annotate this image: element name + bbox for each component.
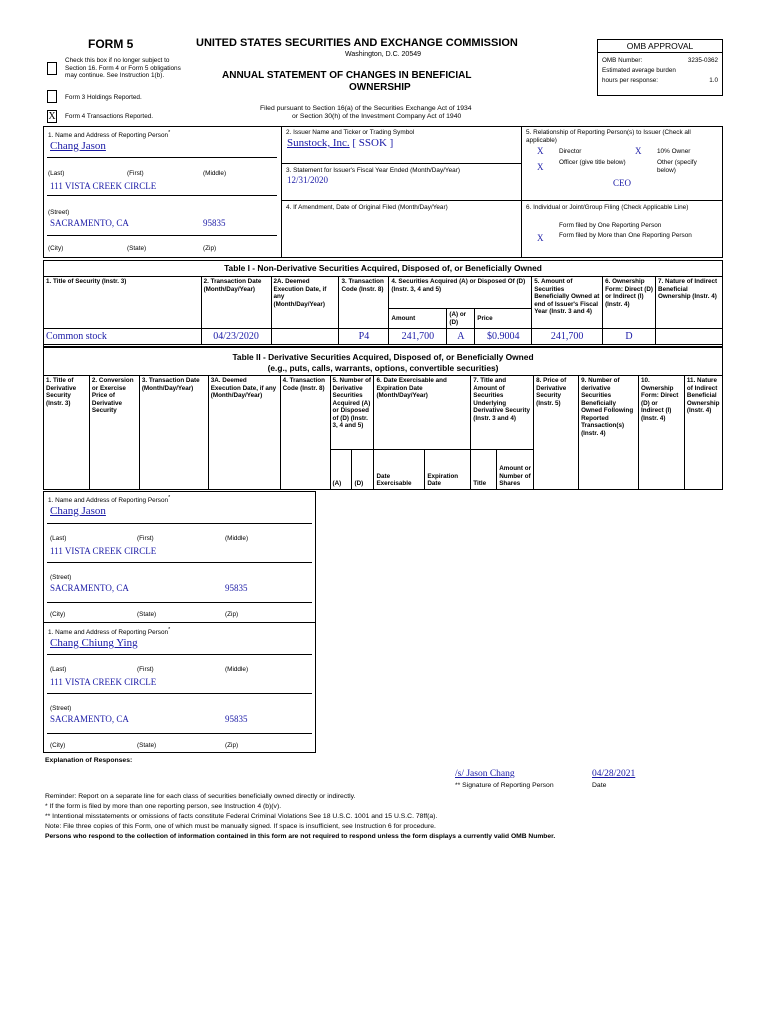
other-label: Other (specify below)	[657, 159, 697, 174]
extra-person-2-address: 111 VISTA CREEK CIRCLE	[50, 677, 157, 687]
filing-one-label: Form filed by One Reporting Person	[559, 222, 662, 229]
street-label: (Street)	[48, 209, 70, 216]
extra-person-1-zip-val: 95835	[225, 583, 248, 593]
omb-hours-value: 1.0	[709, 77, 718, 84]
state-label: (State)	[127, 245, 147, 252]
t2-h-owned: 9. Number of derivative Securities Beneficially Owned Following Reported Transaction(s) (Instr. 4)	[579, 376, 639, 490]
director-label: Director	[559, 148, 582, 155]
last-label: (Last)	[48, 170, 65, 177]
reporting-person-zip: 95835	[203, 218, 226, 228]
amendment-label: 4. If Amendment, Date of Original Filed (Month/Day/Year)	[286, 204, 448, 211]
director-mark[interactable]: X	[537, 146, 544, 156]
t1-nature	[656, 329, 723, 345]
t1-h-amount: Amount	[389, 309, 447, 329]
t1-amount: 241,700	[389, 329, 447, 345]
table1-caption: Table I - Non-Derivative Securities Acquired, Disposed of, or Beneficially Owned	[224, 263, 542, 273]
extra-person-2-zip: (Zip)	[225, 742, 239, 749]
t1-price: $0.9004	[475, 329, 532, 345]
filed-pursuant-1: Filed pursuant to Section 16(a) of the Securities Exchange Act of 1934	[260, 105, 472, 112]
t1-h-deemed: 2A. Deemed Execution Date, if any (Month/Day/Year)	[271, 277, 339, 329]
t2-h-form: 10. Ownership Form: Direct (D) or Indirect (I) (Instr. 4)	[638, 376, 684, 490]
footnote-3: Note: File three copies of this Form, one of which must be manually signed. If space is insufficient, see Instruction 6 for procedure.	[45, 823, 436, 830]
footnote-2: ** Intentional misstatements or omissions of facts constitute Federal Criminal Violations See 18 U.S.C. 1001 and 15 U.S.C. 78ff(a).	[45, 813, 438, 820]
city-label: (City)	[48, 245, 64, 252]
t2-h-price: 8. Price of Derivative Security (Instr. 5)	[534, 376, 579, 490]
t2-h-deemed: 3A. Deemed Execution Date, if any (Month/Day/Year)	[208, 376, 280, 490]
t2-h-code: 4. Transaction Code (Instr. 8)	[280, 376, 330, 490]
extra-person-2-street: (Street)	[50, 705, 72, 712]
signature-label: ** Signature of Reporting Person	[455, 782, 554, 789]
extra-person-1-last: (Last)	[50, 535, 67, 542]
t2-h-a: (A)	[330, 450, 352, 490]
t2-h-date: 3. Transaction Date (Month/Day/Year)	[139, 376, 208, 490]
reporting-person-address: 111 VISTA CREEK CIRCLE	[50, 181, 157, 191]
t1-h-title: 1. Title of Security (Instr. 3)	[44, 277, 202, 329]
extra-person-1-city-val: SACRAMENTO, CA	[50, 583, 129, 593]
signature-date: 04/28/2021	[592, 769, 636, 779]
extra-person-1-zip: (Zip)	[225, 611, 239, 618]
agency-location: Washington, D.C. 20549	[345, 51, 422, 58]
t1-ad: A	[447, 329, 475, 345]
form3-label: Form 3 Holdings Reported.	[65, 94, 142, 101]
t2-h-date-exp: Expiration Date	[425, 450, 471, 490]
extra-person-2-city-val: SACRAMENTO, CA	[50, 714, 129, 724]
omb-notice: Persons who respond to the collection of information contained in this form are not required to respond unless the form displays a currently valid OMB Number.	[45, 833, 556, 840]
agency-title: UNITED STATES SECURITIES AND EXCHANGE COMMISSION	[196, 37, 518, 49]
no-longer-subject-checkbox[interactable]	[47, 62, 57, 75]
t1-h-form: 6. Ownership Form: Direct (D) or Indirect (I) (Instr. 4)	[603, 277, 656, 329]
table2-caption-2: (e.g., puts, calls, warrants, options, convertible securities)	[267, 363, 499, 373]
officer-mark[interactable]: X	[537, 162, 544, 172]
t1-h-owned: 5. Amount of Securities Beneficially Owned at end of Issuer's Fiscal Year (Instr. 3 and 4)	[532, 277, 603, 329]
date-label: Date	[592, 782, 607, 789]
extra-person-1-name[interactable]: Chang Jason	[50, 505, 106, 517]
no-longer-subject-label: Check this box if no longer subject to Section 16. Form 4 or Form 5 obligations may continue. See Instruction 1(b).	[65, 57, 181, 80]
extra-person-1-middle: (Middle)	[225, 535, 249, 542]
extra-person-2-zip-val: 95835	[225, 714, 248, 724]
t2-h-number: 5. Number of Derivative Securities Acquired (A) or Disposed of (D) (Instr. 3, 4 and 5)	[330, 376, 374, 450]
table1	[43, 276, 723, 345]
t2-h-conversion: 2. Conversion or Exercise Price of Derivative Security	[89, 376, 139, 490]
owner-mark[interactable]: X	[635, 146, 642, 156]
extra-person-1-state: (State)	[137, 611, 157, 618]
filed-pursuant-2: or Section 30(h) of the Investment Company Act of 1940	[292, 113, 462, 120]
extra-person-1-first: (First)	[137, 535, 154, 542]
t2-h-nature: 11. Nature of Indirect Beneficial Ownership (Instr. 4)	[684, 376, 722, 490]
extra-person-2-first: (First)	[137, 666, 154, 673]
extra-person-2-city: (City)	[50, 742, 66, 749]
t1-form: D	[603, 329, 656, 345]
t2-h-title: 1. Title of Derivative Security (Instr. 3)	[44, 376, 90, 490]
relationship-label: 5. Relationship of Reporting Person(s) to Issuer (Check all applicable)	[526, 129, 691, 144]
reporting-person-name[interactable]: Chang Jason	[50, 140, 106, 152]
table-row	[44, 329, 723, 345]
omb-number-value: 3235-0362	[687, 57, 718, 64]
t1-h-price: Price	[475, 309, 532, 329]
t2-h-date-ex: Date Exercisable	[374, 450, 425, 490]
t2-h-exercisable: 6. Date Exercisable and Expiration Date (Month/Day/Year)	[374, 376, 471, 450]
t1-deemed	[271, 329, 339, 345]
t2-h-under-title: Title	[471, 450, 497, 490]
reporting-person-city: SACRAMENTO, CA	[50, 218, 129, 228]
statement-title-2: OWNERSHIP	[349, 82, 411, 93]
issuer-label: 2. Issuer Name and Ticker or Trading Symbol	[286, 129, 415, 136]
form4-label: Form 4 Transactions Reported.	[65, 113, 154, 120]
filing-label: 6. Individual or Joint/Group Filing (Check Applicable Line)	[526, 204, 689, 211]
extra-person-2-middle: (Middle)	[225, 666, 249, 673]
omb-number-label: OMB Number:	[602, 57, 643, 64]
form4-checkbox[interactable]: X	[48, 111, 56, 122]
table2	[43, 375, 723, 490]
explanation-label: Explanation of Responses:	[45, 757, 133, 764]
filing-more-label: Form filed by More than One Reporting Person	[559, 232, 692, 239]
statement-label: 3. Statement for Issuer's Fiscal Year Ended (Month/Day/Year)	[286, 167, 460, 174]
table2-caption-1: Table II - Derivative Securities Acquired, Disposed of, or Beneficially Owned	[232, 352, 534, 362]
extra-person-2-label: 1. Name and Address of Reporting Person*	[48, 627, 171, 637]
form3-checkbox[interactable]	[47, 90, 57, 103]
extra-person-1-label: 1. Name and Address of Reporting Person*	[48, 495, 171, 505]
issuer-name[interactable]: Sunstock, Inc.	[287, 137, 350, 149]
reminder-note: Reminder: Report on a separate line for each class of securities beneficially owned directly or indirectly.	[45, 793, 356, 800]
zip-label: (Zip)	[203, 245, 217, 252]
statement-date: 12/31/2020	[287, 175, 329, 185]
extra-person-1-city: (City)	[50, 611, 66, 618]
t1-code: P4	[339, 329, 389, 345]
issuer-ticker: [ SSOK ]	[352, 137, 394, 149]
middle-label: (Middle)	[203, 170, 227, 177]
t1-title: Common stock	[44, 329, 202, 345]
extra-person-2-name[interactable]: Chang Chiung Ying	[50, 637, 138, 649]
t2-h-underlying: 7. Title and Amount of Securities Underlying Derivative Security (Instr. 3 and 4)	[471, 376, 534, 450]
t2-h-under-amount: Amount or Number of Shares	[497, 450, 534, 490]
filing-more-mark[interactable]: X	[537, 233, 544, 243]
statement-title-1: ANNUAL STATEMENT OF CHANGES IN BENEFICIAL	[222, 70, 472, 81]
reporting-person-label: 1. Name and Address of Reporting Person*	[48, 130, 171, 140]
omb-approval-box	[597, 39, 723, 96]
omb-burden-label: Estimated average burden	[602, 67, 676, 74]
t1-h-code: 3. Transaction Code (Instr. 8)	[339, 277, 389, 329]
t1-h-date: 2. Transaction Date (Month/Day/Year)	[201, 277, 271, 329]
omb-title: OMB APPROVAL	[598, 40, 722, 53]
form-title: FORM 5	[88, 37, 134, 51]
footnote-1: * If the form is filed by more than one reporting person, see Instruction 4 (b)(v).	[45, 803, 282, 810]
t1-h-acquired: 4. Securities Acquired (A) or Disposed Of (D) (Instr. 3, 4 and 5)	[389, 277, 532, 309]
officer-label: Officer (give title below)	[559, 159, 626, 166]
extra-person-1-address: 111 VISTA CREEK CIRCLE	[50, 546, 157, 556]
t1-h-nature: 7. Nature of Indirect Beneficial Ownership (Instr. 4)	[656, 277, 723, 329]
omb-hours-label: hours per response:	[602, 77, 659, 84]
signature: /s/ Jason Chang	[455, 769, 515, 779]
owner-label: 10% Owner	[657, 148, 691, 155]
extra-person-2-last: (Last)	[50, 666, 67, 673]
first-label: (First)	[127, 170, 144, 177]
officer-title: CEO	[613, 178, 631, 188]
t1-h-ad: (A) or (D)	[447, 309, 475, 329]
extra-person-2-state: (State)	[137, 742, 157, 749]
t1-date: 04/23/2020	[201, 329, 271, 345]
t2-h-d: (D)	[352, 450, 374, 490]
issuer-name-row	[287, 137, 393, 149]
extra-person-1-street: (Street)	[50, 574, 72, 581]
t1-owned: 241,700	[532, 329, 603, 345]
